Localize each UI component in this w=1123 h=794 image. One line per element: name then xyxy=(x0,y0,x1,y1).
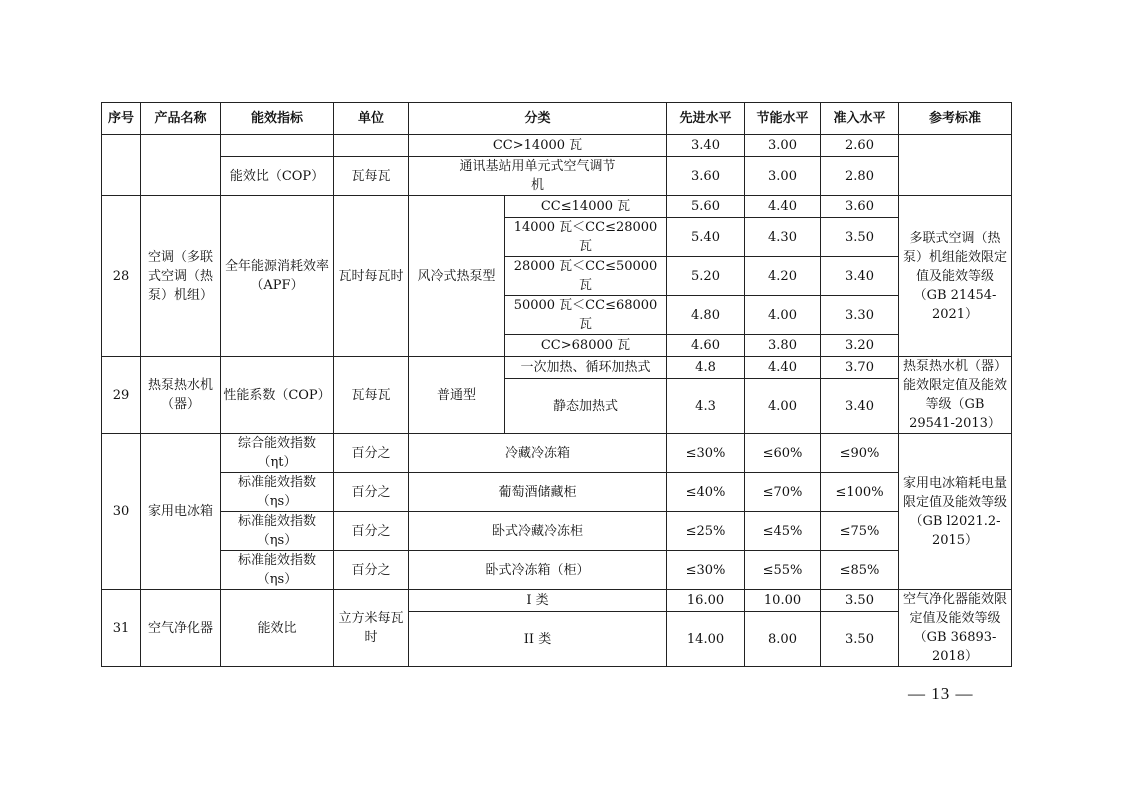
advanced-value: 4.8 xyxy=(667,357,745,379)
entry-value: 3.50 xyxy=(821,612,899,667)
standard-cell: 空气净化器能效限定值及能效等级（GB 36893-2018） xyxy=(899,590,1012,667)
category-cell: 一次加热、循环加热式 xyxy=(505,357,667,379)
entry-value: ≤100% xyxy=(821,473,899,512)
advanced-value: 5.40 xyxy=(667,218,745,257)
header-saving: 节能水平 xyxy=(745,103,821,135)
indicator-cell: 标准能效指数（ηs） xyxy=(221,512,334,551)
advanced-value: ≤40% xyxy=(667,473,745,512)
entry-value: 3.60 xyxy=(821,196,899,218)
table-row xyxy=(102,357,1012,379)
indicator-cell: 标准能效指数（ηs） xyxy=(221,473,334,512)
advanced-value: ≤25% xyxy=(667,512,745,551)
advanced-value: 4.60 xyxy=(667,335,745,357)
header-no: 序号 xyxy=(102,103,141,135)
indicator-cell: 全年能源消耗效率（APF） xyxy=(221,196,334,357)
table-row xyxy=(102,157,1012,196)
unit-cell: 瓦每瓦 xyxy=(334,157,409,196)
saving-value: 3.00 xyxy=(745,157,821,196)
row-number-cell: 28 xyxy=(102,196,141,357)
category-cell: 冷藏冷冻箱 xyxy=(409,434,667,473)
indicator-cell xyxy=(221,135,334,157)
entry-value: 3.40 xyxy=(821,257,899,296)
saving-value: 4.40 xyxy=(745,196,821,218)
advanced-value: 16.00 xyxy=(667,590,745,612)
category-cell: CC>68000 瓦 xyxy=(505,335,667,357)
saving-value: ≤70% xyxy=(745,473,821,512)
category-cell: II 类 xyxy=(409,612,667,667)
category-cell: CC≤14000 瓦 xyxy=(505,196,667,218)
standard-cell xyxy=(899,135,1012,196)
table-row xyxy=(102,473,1012,512)
saving-value: ≤55% xyxy=(745,551,821,590)
product-cell: 空气净化器 xyxy=(141,590,221,667)
advanced-value: ≤30% xyxy=(667,551,745,590)
entry-value: 2.60 xyxy=(821,135,899,157)
table-row xyxy=(102,551,1012,590)
saving-value: 4.30 xyxy=(745,218,821,257)
row-number-cell: 31 xyxy=(102,590,141,667)
header-unit: 单位 xyxy=(334,103,409,135)
entry-value: ≤75% xyxy=(821,512,899,551)
saving-value: 8.00 xyxy=(745,612,821,667)
saving-value: 3.00 xyxy=(745,135,821,157)
saving-value: 3.80 xyxy=(745,335,821,357)
saving-value: 4.20 xyxy=(745,257,821,296)
category-cell: CC>14000 瓦 xyxy=(409,135,667,157)
category-cell: 通讯基站用单元式空气调节机 xyxy=(409,157,667,196)
entry-value: ≤90% xyxy=(821,434,899,473)
unit-cell xyxy=(334,135,409,157)
entry-value: 3.30 xyxy=(821,296,899,335)
category-cell: 静态加热式 xyxy=(505,379,667,434)
unit-cell: 百分之 xyxy=(334,473,409,512)
table-row xyxy=(102,196,1012,218)
unit-cell: 瓦时每瓦时 xyxy=(334,196,409,357)
advanced-value: 4.80 xyxy=(667,296,745,335)
table-header-row xyxy=(102,103,1012,135)
entry-value: 3.40 xyxy=(821,379,899,434)
page-number: — 13 — xyxy=(908,684,974,703)
category-cell: 50000 瓦＜CC≤68000 瓦 xyxy=(505,296,667,335)
type-cell: 风冷式热泵型 xyxy=(409,196,505,357)
category-cell: 葡萄酒储藏柜 xyxy=(409,473,667,512)
entry-value: ≤85% xyxy=(821,551,899,590)
saving-value: 4.00 xyxy=(745,379,821,434)
category-cell: 28000 瓦＜CC≤50000 瓦 xyxy=(505,257,667,296)
advanced-value: ≤30% xyxy=(667,434,745,473)
standard-cell: 家用电冰箱耗电量限定值及能效等级（GB l2021.2-2015） xyxy=(899,434,1012,590)
header-product: 产品名称 xyxy=(141,103,221,135)
product-cell: 家用电冰箱 xyxy=(141,434,221,590)
category-cell: 14000 瓦＜CC≤28000 瓦 xyxy=(505,218,667,257)
entry-value: 3.50 xyxy=(821,218,899,257)
row-number-cell: 30 xyxy=(102,434,141,590)
entry-value: 3.20 xyxy=(821,335,899,357)
advanced-value: 5.60 xyxy=(667,196,745,218)
table-row xyxy=(102,590,1012,612)
table-row xyxy=(102,512,1012,551)
unit-cell: 瓦每瓦 xyxy=(334,357,409,434)
indicator-cell: 综合能效指数（ηt） xyxy=(221,434,334,473)
indicator-cell: 能效比（COP） xyxy=(221,157,334,196)
table-row xyxy=(102,135,1012,157)
header-standard: 参考标准 xyxy=(899,103,1012,135)
unit-cell: 百分之 xyxy=(334,434,409,473)
saving-value: ≤45% xyxy=(745,512,821,551)
advanced-value: 14.00 xyxy=(667,612,745,667)
entry-value: 3.50 xyxy=(821,590,899,612)
type-cell: 普通型 xyxy=(409,357,505,434)
header-entry: 准入水平 xyxy=(821,103,899,135)
saving-value: 10.00 xyxy=(745,590,821,612)
product-cell: 热泵热水机（器） xyxy=(141,357,221,434)
header-category: 分类 xyxy=(409,103,667,135)
row-number-cell xyxy=(102,135,141,196)
advanced-value: 3.40 xyxy=(667,135,745,157)
entry-value: 3.70 xyxy=(821,357,899,379)
advanced-value: 3.60 xyxy=(667,157,745,196)
category-cell: 卧式冷冻箱（柜） xyxy=(409,551,667,590)
unit-cell: 百分之 xyxy=(334,551,409,590)
header-advanced: 先进水平 xyxy=(667,103,745,135)
standard-cell: 热泵热水机（器）能效限定值及能效等级（GB 29541-2013） xyxy=(899,357,1012,434)
indicator-cell: 标准能效指数（ηs） xyxy=(221,551,334,590)
entry-value: 2.80 xyxy=(821,157,899,196)
indicator-cell: 性能系数（COP） xyxy=(221,357,334,434)
advanced-value: 5.20 xyxy=(667,257,745,296)
category-cell: 卧式冷藏冷冻柜 xyxy=(409,512,667,551)
unit-cell: 百分之 xyxy=(334,512,409,551)
product-cell: 空调（多联式空调（热泵）机组） xyxy=(141,196,221,357)
unit-cell: 立方米每瓦时 xyxy=(334,590,409,667)
indicator-cell: 能效比 xyxy=(221,590,334,667)
category-cell: I 类 xyxy=(409,590,667,612)
table-row xyxy=(102,434,1012,473)
saving-value: ≤60% xyxy=(745,434,821,473)
saving-value: 4.00 xyxy=(745,296,821,335)
header-indicator: 能效指标 xyxy=(221,103,334,135)
advanced-value: 4.3 xyxy=(667,379,745,434)
saving-value: 4.40 xyxy=(745,357,821,379)
energy-efficiency-table xyxy=(101,102,1012,667)
row-number-cell: 29 xyxy=(102,357,141,434)
standard-cell: 多联式空调（热泵）机组能效限定值及能效等级（GB 21454-2021） xyxy=(899,196,1012,357)
product-cell xyxy=(141,135,221,196)
